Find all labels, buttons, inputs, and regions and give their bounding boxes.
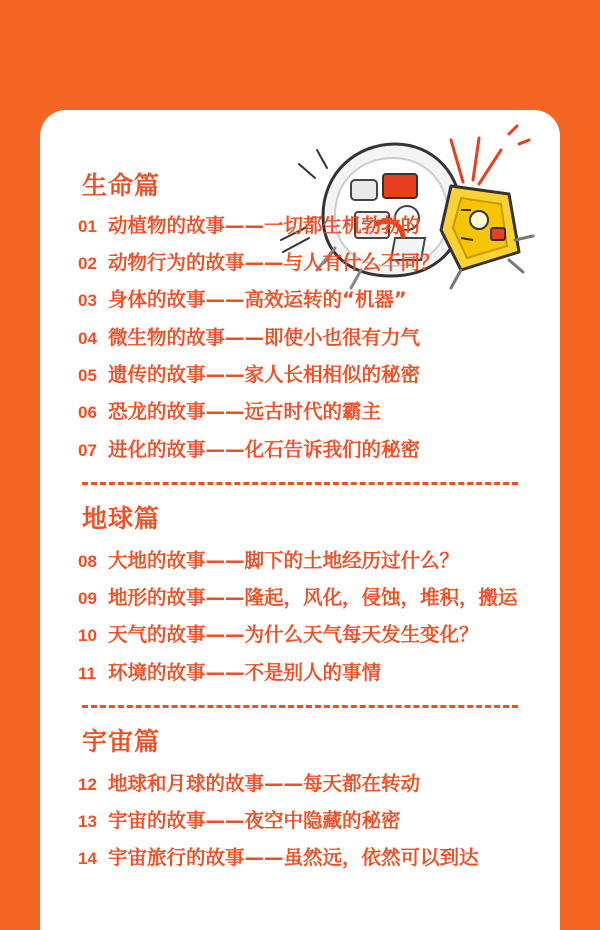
entry-text: 宇宙旅行的故事——虽然远，依然可以到达	[108, 846, 479, 870]
list-item[interactable]	[78, 772, 522, 796]
section-title-life: 生命篇	[82, 171, 161, 200]
entry-number: 10	[78, 626, 97, 646]
entry-text: 地形的故事——隆起，风化，侵蚀，堆积，搬运	[108, 586, 518, 609]
entry-text: 进化的故事——化石告诉我们的秘密	[108, 437, 421, 461]
entry-number: 14	[78, 849, 97, 869]
entry-text: 动物行为的故事——与人有什么不同？	[108, 250, 440, 274]
entry-number: 03	[78, 291, 97, 311]
section-divider	[82, 482, 518, 485]
list-item[interactable]	[78, 549, 522, 573]
entry-text: 宇宙的故事——夜空中隐藏的秘密	[108, 809, 401, 832]
list-item[interactable]	[78, 661, 522, 685]
list-item[interactable]	[78, 438, 522, 462]
list-item[interactable]	[78, 846, 522, 870]
entry-number: 01	[78, 216, 97, 236]
entry-number: 04	[78, 328, 97, 348]
list-item[interactable]	[78, 326, 522, 350]
entry-number: 11	[78, 663, 96, 683]
entry-text: 环境的故事——不是别人的事情	[108, 660, 382, 684]
entry-text: 天气的故事——为什么天气每天发生变化？	[108, 623, 479, 647]
content-card	[40, 110, 560, 930]
list-item[interactable]	[78, 623, 522, 647]
list-item[interactable]	[78, 251, 522, 275]
entry-number: 13	[78, 812, 97, 831]
section-title-earth: 地球篇	[82, 504, 161, 534]
section-title-space: 宇宙篇	[82, 727, 161, 757]
entry-number: 05	[78, 366, 97, 385]
section-divider	[82, 705, 518, 708]
entry-text: 地球和月球的故事——每天都在转动	[108, 771, 421, 795]
section-space	[78, 728, 522, 871]
entry-text: 微生物的故事——即使小也很有力气	[108, 325, 421, 349]
entry-text: 身体的故事——高效运转的“机器”	[108, 288, 407, 312]
entry-text: 遗传的故事——家人长相相似的秘密	[108, 363, 421, 386]
entry-number: 06	[78, 403, 97, 423]
entry-text: 大地的故事——脚下的土地经历过什么？	[108, 548, 460, 572]
entry-number: 02	[78, 253, 97, 273]
entry-text: 恐龙的故事——远古时代的霸主	[108, 400, 382, 424]
entry-number: 08	[78, 551, 97, 571]
section-life	[78, 172, 522, 462]
entry-number: 12	[78, 774, 97, 794]
list-item[interactable]	[78, 363, 522, 387]
list-item[interactable]	[78, 400, 522, 424]
section-earth	[78, 505, 522, 685]
list-item[interactable]	[78, 586, 522, 610]
list-item[interactable]	[78, 214, 522, 238]
list-item[interactable]	[78, 809, 522, 833]
entry-number: 09	[78, 589, 97, 608]
entry-number: 07	[78, 440, 97, 460]
table-of-contents	[40, 170, 560, 884]
entry-text: 动植物的故事——一切都生机勃勃的	[108, 213, 421, 237]
list-item[interactable]	[78, 288, 522, 312]
